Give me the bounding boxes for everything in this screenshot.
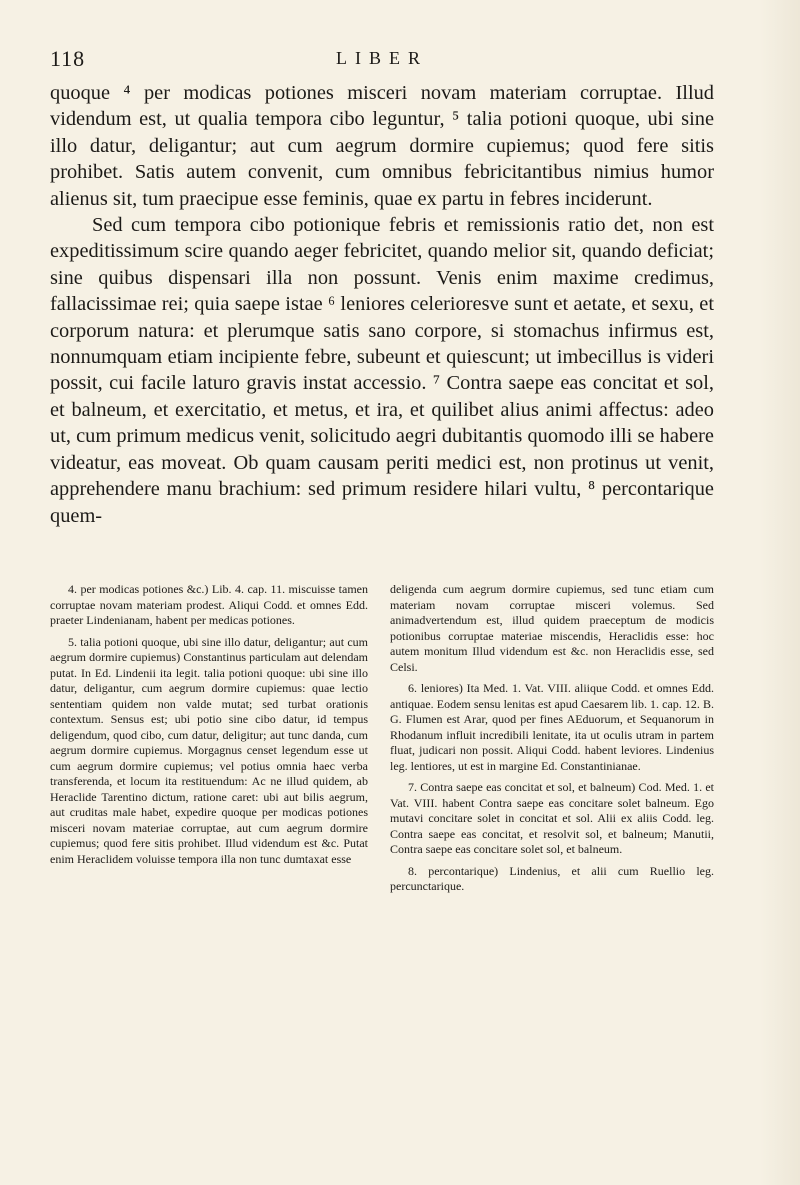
main-text-block — [50, 80, 714, 529]
footnote: 7. Contra saepe eas concitat et sol, et balneum) Cod. Med. 1. et Vat. VIII. habent Contra saepe eas concitare solet balneum. Ego mutavi concitare solet in concitat et sol. Alii ex aliis Codd. leg. Contra saepe eas concitat, et resolvit sol, et balneum; Manutii, Contra saepe eas concitare solet sol, et balneum. — [390, 780, 714, 856]
footnotes-left-column — [50, 582, 368, 873]
page-header — [50, 46, 714, 76]
footnote: 5. talia potioni quoque, ubi sine illo datur, deligantur; aut cum aegrum dormire cupiemus) Constantinus particulam aut delendam putat. In Ed. Lindenii ita legit. talia potioni quoque: ubi sine illo datur, deligantur, cum aegrum dormire cupiemus: quae lectio sententiam quidem non valde mutat; sed turbat orationis contextum. Sensus est; ubi potio sine cibo datur, id tempus deligendum, quod cibo, cum datur, deligitur; aut tunc danda, cum aegrum dormire cupiemus. Morgagnus censet legendum esse ut cum aegrum dormire cupiemus; vel potius omnia haec verba transferenda, et locum ita restituendum: Ac ne illud quidem, ab Heraclide Tarentino dictum, ratione caret: ubi aut bilis aegrum, aut cruditas male habet, expedire quoque per modicas potiones misceri novam materiae corruptae, aut cum aegrum dormire cupiemus; quod fere sitis prohibet. Illud videndum est &c. Putat enim Heraclidem voluisse tempora illa non tunc dumtaxat esse — [50, 634, 368, 866]
page-edge-shadow — [760, 0, 800, 1185]
page-number: 118 — [50, 46, 86, 71]
footnote: 6. leniores) Ita Med. 1. Vat. VIII. aliique Codd. et omnes Edd. antiquae. Eodem sensu lenitas est apud Caesarem lib. 1. cap. 12. B. G. Flumen est Arar, quod per fines AEduorum, et Sequanorum in Rhodanum influit incredibili lenitate, ita ut oculis utram in partem fluat, judicari non possit. Aliqui Codd. habent leviores. Lindenius leg. lentiores, ut est in margine Ed. Constantinianae. — [390, 681, 714, 773]
running-head: LIBER — [336, 48, 428, 68]
footnotes-right-column — [390, 582, 714, 901]
footnote: 8. percontarique) Lindenius, et alii cum Ruellio leg. percunctarique. — [390, 863, 714, 893]
main-paragraph: Sed cum tempora cibo potionique febris et remissionis ratio det, non est expeditissimum scire quando aeger febricitet, quando melior sit, quando deficiat; sine quibus dispensari illa non possunt. Venis enim maxime credimus, fallacissimae rei; quia saepe istae ⁶ leniores celerioresve sunt et aetate, et sexu, et corporum natura: et plerumque satis sano corpore, si stomachus infirmus est, nonnumquam etiam incipiente febre, subeunt et quiescunt; ut imbecillus is videri possit, cui facile laturo gravis instat accessio. ⁷ Contra saepe eas concitat et sol, et balneum, et exercitatio, et metus, et ira, et quilibet alius animi affectus: adeo ut, cum primum medicus venit, solicitudo aegri dubitantis quomodo illi se habere videatur, eas moveat. Ob quam causam periti medici est, non protinus ut venit, apprehendere manu brachium: sed primum residere hilari vultu, ⁸ percontarique quem- — [50, 214, 714, 527]
footnote: 4. per modicas potiones &c.) Lib. 4. cap. 11. miscuisse tamen corruptae novam materiam prodest. Aliqui Codd. et omnes Edd. praeter Lindenianam, habent per medicas potiones. — [50, 582, 368, 627]
main-paragraph: quoque ⁴ per modicas potiones misceri novam materiam corruptae. Illud videndum est, ut qualia tempora cibo leguntur, ⁵ talia potioni quoque, ubi sine illo datur, deligantur; aut cum aegrum dormire cupiemus; quod fere sitis prohibet. Satis autem convenit, cum omnibus febricitantibus nimius humor alienus sit, tum praecipue esse feminis, quae ex partu in febres inciderunt. — [50, 82, 714, 210]
footnote-continuation: deligenda cum aegrum dormire cupiemus, sed tunc etiam cum materiam novam corruptae misceri volemus. Sed animadvertendum est, illud quidem praeceptum de modicis potionibus corruptae materiae miscendis, Heraclidis esse: hoc autem monitum Illud videndum est &c. non Heraclidis esse, sed Celsi. — [390, 582, 714, 674]
